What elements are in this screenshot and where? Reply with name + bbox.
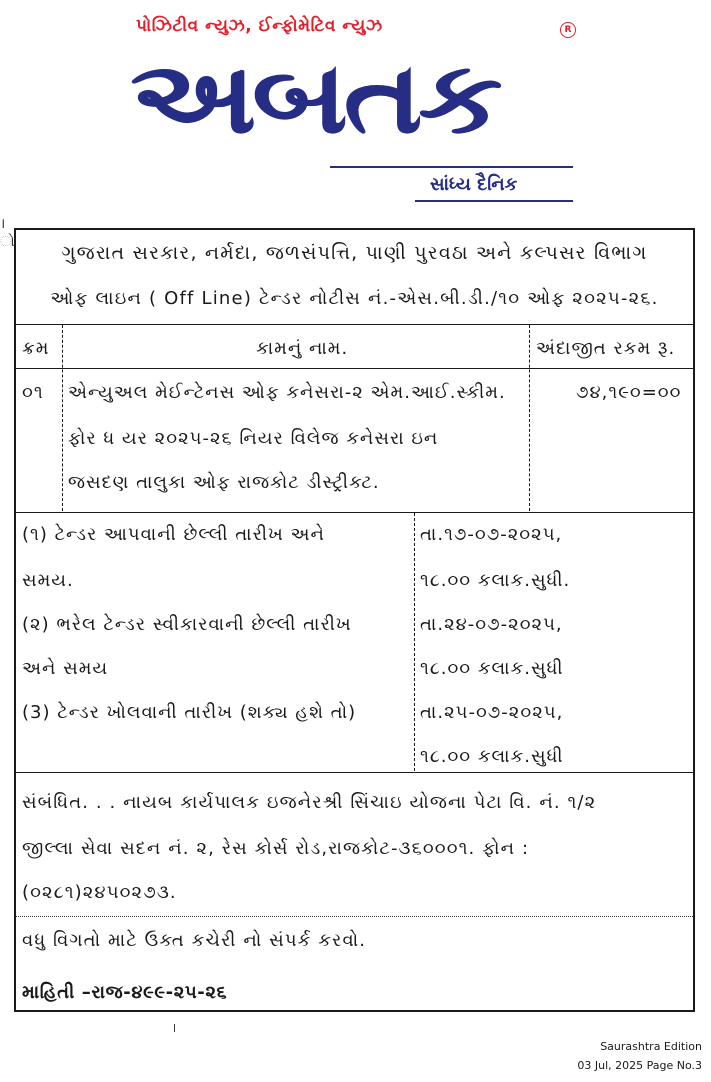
row-amount: ૭૪,૧૯૦=૦૦ xyxy=(576,382,682,403)
schedule-line: (3) ટેન્ડર ખોલવાની તારીખ (શક્ય હશે તો) xyxy=(22,702,357,723)
schedule-line: અને સમય xyxy=(22,658,109,679)
margin-fragment: । xyxy=(0,216,6,232)
margin-fragment: ો xyxy=(0,234,15,250)
dotted-divider xyxy=(16,916,693,917)
crop-tick xyxy=(174,1024,175,1032)
masthead-subtitle: સાંધ્ય દૈનિક xyxy=(430,174,518,195)
schedule-time: ૧૮.૦૦ કલાક.સુધી. xyxy=(420,570,571,591)
schedule-date: તા.૧૭-૦૭-૨૦૨૫, xyxy=(420,524,563,545)
newspaper-logo: અબતક xyxy=(130,39,499,156)
info-reference: માહિતી –રાજ-૪૯૯-૨૫-૨૬ xyxy=(22,982,228,1003)
column-header-work: કામનું નામ. xyxy=(256,338,349,359)
masthead-tagline: પોઝિટીવ ન્યુઝ, ઈન્ફોમેટિવ ન્યુઝ xyxy=(136,16,383,36)
department-heading: ગુજરાત સરકાર, નર્મદા, જળસંપત્તિ, પાણી પુરવઠા અને કલ્પસર વિભાગ xyxy=(61,242,648,264)
registered-mark-icon: R xyxy=(560,22,576,38)
schedule-line: સમય. xyxy=(22,570,74,591)
divider xyxy=(16,512,693,513)
column-divider xyxy=(529,325,530,511)
work-line: એન્યુઅલ મેઈન્ટેનસ ઓફ કનેસરા-૨ એમ.આઈ.સ્કીમ. xyxy=(68,382,506,403)
masthead xyxy=(130,14,580,204)
edition-label: Saurashtra Edition xyxy=(600,1040,702,1053)
divider xyxy=(16,324,693,325)
more-info-text: વધુ વિગતો માટે ઉક્ત કચેરી નો સંપર્ક કરવો. xyxy=(22,930,367,951)
schedule-time: ૧૮.૦૦ કલાક.સુધી xyxy=(420,746,564,767)
column-header-sr: ક્રમ xyxy=(22,338,50,359)
column-divider xyxy=(62,325,63,511)
work-line: ફોર ધ યર ૨૦૨૫-૨૬ નિયર વિલેજ કનેસરા ઇન xyxy=(68,428,439,449)
date-page-label: 03 Jul, 2025 Page No.3 xyxy=(577,1059,702,1072)
column-header-amount: અંદાજીત રકમ રૂ. xyxy=(536,338,676,359)
row-sr: ૦૧ xyxy=(22,382,44,403)
divider xyxy=(16,772,693,773)
tender-notice-number: ઓફ લાઇન ( Off Line) ટેન્ડર નોટીસ નં.-એસ.બી.ડી./૧૦ ઓફ ૨૦૨૫-૨૬. xyxy=(50,288,659,309)
schedule-line: (૨) ભરેલ ટેન્ડર સ્વીકારવાની છેલ્લી તારીખ xyxy=(22,614,352,635)
divider xyxy=(16,368,693,369)
schedule-time: ૧૮.૦૦ કલાક.સુધી xyxy=(420,658,564,679)
schedule-line: (૧) ટેન્ડર આપવાની છેલ્લી તારીખ અને xyxy=(22,524,325,545)
contact-line: જીલ્લા સેવા સદન નં. ૨, રેસ કોર્સ રોડ,રાજકોટ-૩૬૦૦૦૧. ફોન : xyxy=(22,838,530,859)
contact-line: સંબંધિત. . . નાયબ કાર્યપાલક ઇજનેરશ્રી સિંચાઇ યોજના પેટા વિ. નં. ૧/૨ xyxy=(22,792,597,813)
tender-notice xyxy=(14,228,695,1012)
work-line: જસદણ તાલુકા ઓફ રાજકોટ ડીસ્ટ્રીક્ટ. xyxy=(68,472,380,493)
schedule-date: તા.૨૫-૦૭-૨૦૨૫, xyxy=(420,702,564,723)
masthead-rule xyxy=(330,166,573,168)
masthead-underline xyxy=(415,200,573,202)
schedule-date: તા.૨૪-૦૭-૨૦૨૫, xyxy=(420,614,563,635)
column-divider xyxy=(414,513,415,771)
contact-line: (૦૨૮૧)૨૪૫૦૨૭૩. xyxy=(22,882,177,903)
